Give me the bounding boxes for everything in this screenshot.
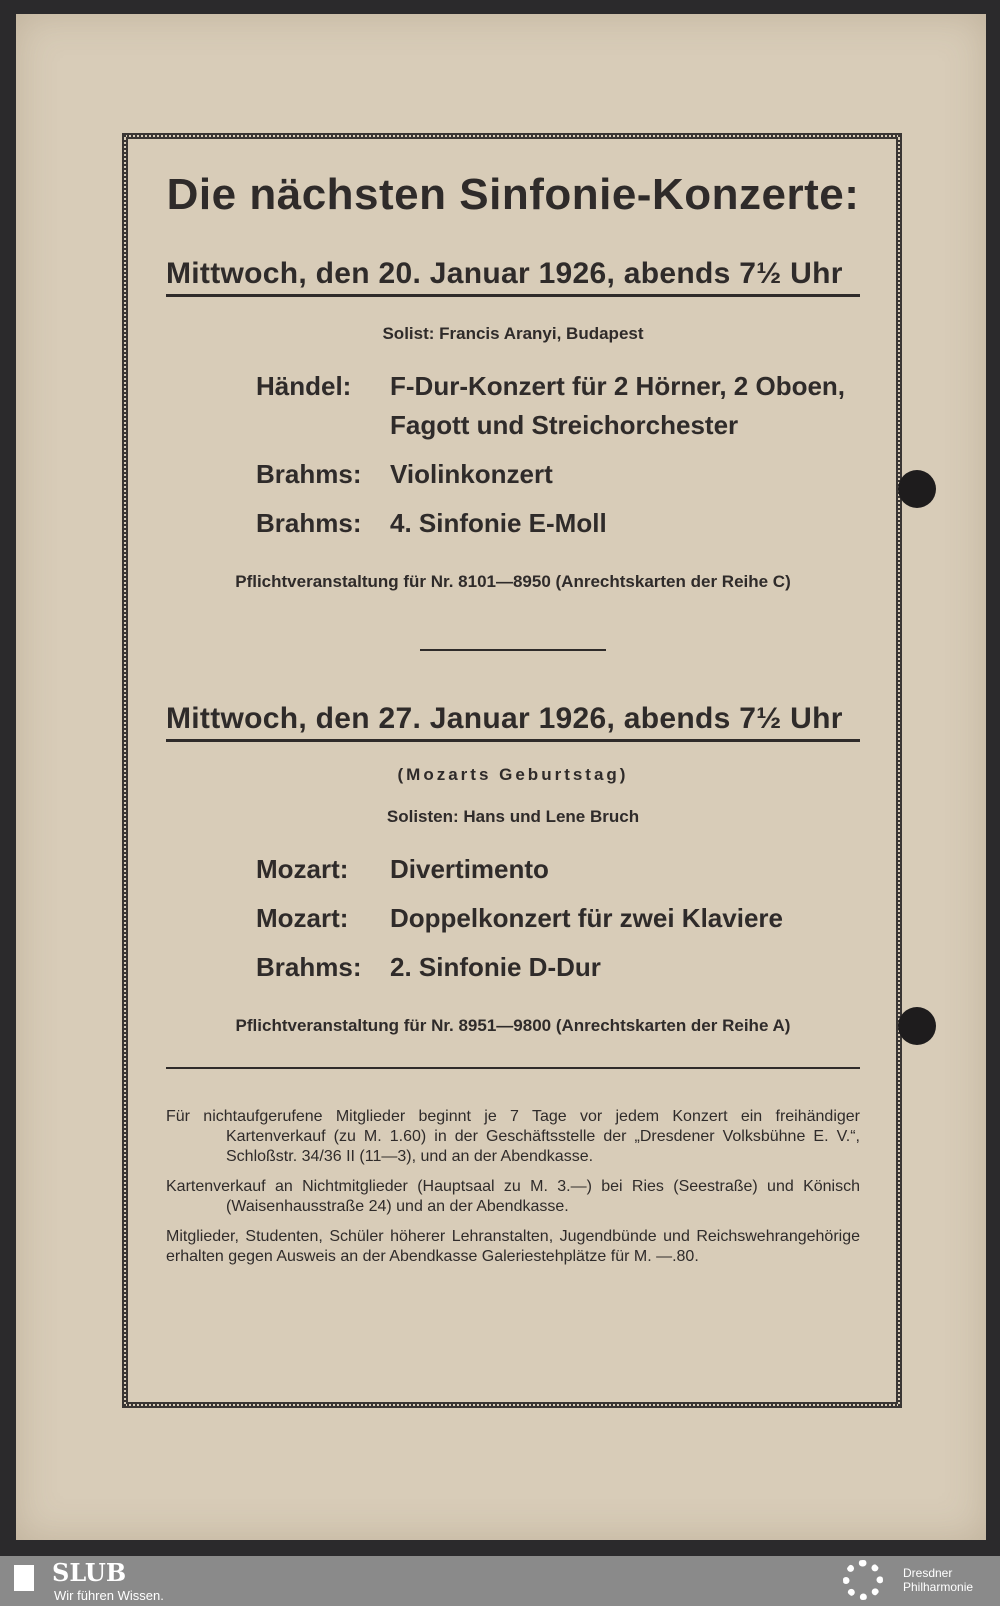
- ticket-info: [166, 1107, 860, 1267]
- philharmonie-logo-icon: [843, 1560, 883, 1600]
- concert1-composer: Händel:: [256, 371, 352, 401]
- concert1-composer: Brahms:: [256, 508, 362, 538]
- concert1-work: F-Dur-Konzert für 2 Hörner, 2 Oboen, Fagott und Streichorchester: [390, 371, 846, 440]
- concert1-note: Pflichtveranstaltung für Nr. 8101—8950 (Anrechtskarten der Reihe C): [235, 572, 791, 591]
- divider: [420, 649, 606, 651]
- slub-book-icon: [14, 1565, 34, 1591]
- punch-hole: [898, 1007, 936, 1045]
- concert2-composer: Brahms:: [256, 952, 362, 982]
- concert2-occasion: (Mozarts Geburtstag): [397, 765, 629, 784]
- concert1-soloist: Solist: Francis Aranyi, Budapest: [382, 324, 644, 343]
- slub-logo[interactable]: SLUB: [52, 1558, 127, 1587]
- concert1-work: 4. Sinfonie E-Moll: [390, 508, 607, 538]
- slub-tagline: Wir führen Wissen.: [54, 1588, 164, 1603]
- concert2-work: Divertimento: [390, 854, 549, 884]
- philharmonie-line1: Dresdner: [903, 1566, 953, 1580]
- concert2-work: Doppelkonzert für zwei Klaviere: [390, 903, 783, 933]
- concert2-composer: Mozart:: [256, 854, 349, 884]
- footer-bar: [0, 1556, 1000, 1606]
- concert2-program: [256, 850, 860, 987]
- page-title: Die nächsten Sinfonie-Konzerte:: [166, 170, 860, 219]
- divider: [166, 1067, 860, 1069]
- concert2-composer: Mozart:: [256, 903, 349, 933]
- concert2-soloist: Solisten: Hans und Lene Bruch: [386, 807, 640, 826]
- philharmonie-line2: Philharmonie: [903, 1580, 974, 1594]
- concert1-program: [256, 367, 860, 543]
- concert2-work: 2. Sinfonie D-Dur: [390, 952, 601, 982]
- philharmonie-logo[interactable]: [903, 1566, 973, 1594]
- concert2-note: Pflichtveranstaltung für Nr. 8951—9800 (Anrechtskarten der Reihe A): [235, 1016, 791, 1035]
- info-paragraph: Mitglieder, Studenten, Schüler höherer Lehranstalten, Jugendbünde und Reichswehrangehörige erhalten gegen Ausweis an der Abendkasse Galeriestehplätze für M. —.80.: [166, 1228, 860, 1265]
- concert1-date: Mittwoch, den 20. Januar 1926, abends 7½ Uhr: [166, 256, 860, 297]
- content-column: [166, 168, 860, 1277]
- concert2-date: Mittwoch, den 27. Januar 1926, abends 7½ Uhr: [166, 701, 860, 742]
- concert1-composer: Brahms:: [256, 459, 362, 489]
- concert1-work: Violinkonzert: [390, 459, 553, 489]
- punch-hole: [898, 470, 936, 508]
- info-paragraph: Für nichtaufgerufene Mitglieder beginnt je 7 Tage vor jedem Konzert ein freihändiger Kartenverkauf (zu M. 1.60) in der Geschäftsstelle der „Dresdener Volksbühne E. V.“, Schloßstr. 34/36 II (11—3), und an der Abendkasse.: [166, 1108, 860, 1165]
- info-paragraph: Kartenverkauf an Nichtmitglieder (Hauptsaal zu M. 3.—) bei Ries (Seestraße) und Könisch (Waisenhausstraße 24) und an der Abendkasse.: [166, 1178, 860, 1215]
